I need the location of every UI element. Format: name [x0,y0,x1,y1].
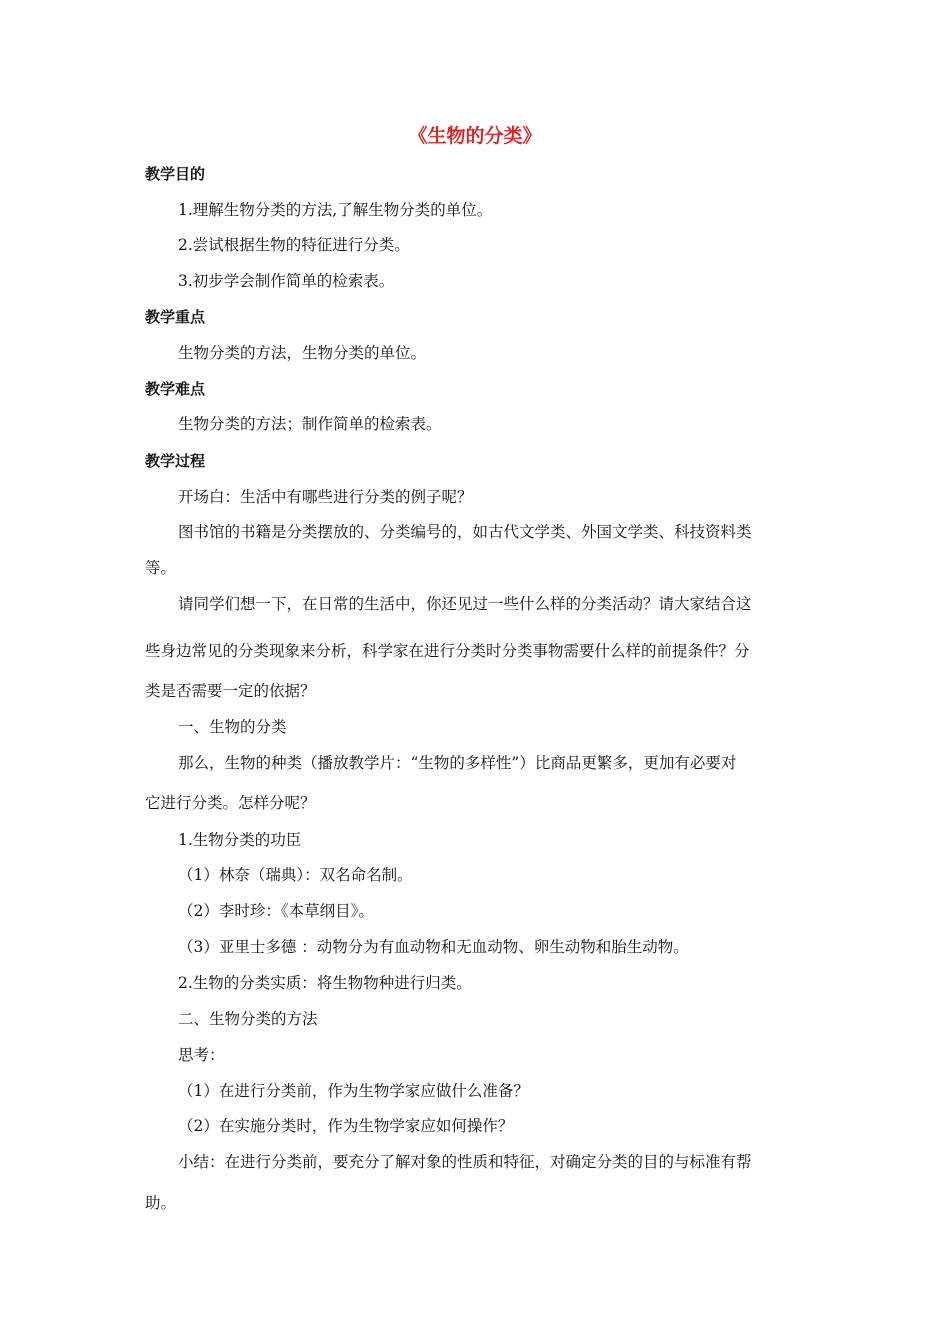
summary-line2: 助。 [145,1194,177,1212]
section-heading-2: 二、生物分类的方法 [178,1010,318,1028]
paragraph-variety-line2: 它进行分类。怎样分呢？ [145,794,316,812]
list-item-essence: 2.生物的分类实质：将生物物种进行归类。 [178,974,472,992]
list-subitem-li-shizhen: （2）李时珍：《本草纲目》。 [178,902,374,920]
summary-line1: 小结：在进行分类前，要充分了解对象的性质和特征，对确定分类的目的与标准有帮 [178,1153,752,1171]
paragraph-library-line2: 等。 [145,559,177,577]
document-title: 《生物的分类》 [408,125,542,147]
paragraph-question-line2: 些身边常见的分类现象来分析，科学家在进行分类时分类事物需要什么样的前提条件？分 [145,642,750,660]
list-subitem-linnaeus: （1）林奈（瑞典）：双名命名制。 [178,866,413,884]
paragraph-question-line1: 请同学们想一下，在日常的生活中，你还见过一些什么样的分类活动？请大家结合这 [178,595,752,613]
paragraph-opening: 开场白：生活中有哪些进行分类的例子呢？ [178,488,473,506]
question-1: （1）在进行分类前，作为生物学家应做什么准备？ [178,1082,529,1100]
paragraph-question-line3: 类是否需要一定的依据？ [145,682,316,700]
question-2: （2）在实施分类时，作为生物学家应如何操作？ [178,1117,514,1135]
section-heading-1: 一、生物的分类 [178,718,287,736]
difficult-points-text: 生物分类的方法；制作简单的检索表。 [178,415,442,433]
paragraph-variety-line1: 那么，生物的种类（播放教学片：“生物的多样性”）比商品更繁多，更加有必要对 [178,754,737,772]
think-label: 思考： [178,1046,225,1064]
heading-key-points: 教学重点 [145,308,206,326]
heading-difficult-points: 教学难点 [145,380,206,398]
key-points-text: 生物分类的方法，生物分类的单位。 [178,344,427,362]
heading-process: 教学过程 [145,452,206,470]
objective-item-1: 1.理解生物分类的方法,了解生物分类的单位。 [178,201,493,219]
paragraph-library-line1: 图书馆的书籍是分类摆放的、分类编号的，如古代文学类、外国文学类、科技资料类 [178,523,752,541]
list-item-contributors: 1.生物分类的功臣 [178,831,302,849]
objective-item-2: 2.尝试根据生物的特征进行分类。 [178,236,410,254]
objective-item-3: 3.初步学会制作简单的检索表。 [178,272,395,290]
heading-objectives: 教学目的 [145,165,206,183]
list-subitem-aristotle: （3）亚里士多德 ：动物分为有血动物和无血动物、卵生动物和胎生动物。 [178,938,689,956]
